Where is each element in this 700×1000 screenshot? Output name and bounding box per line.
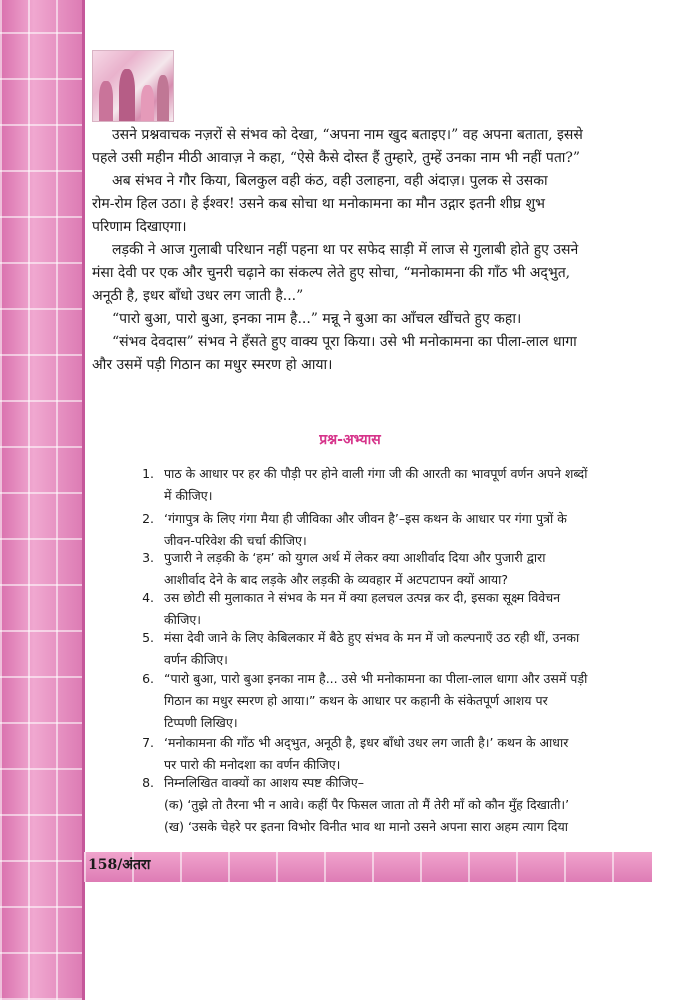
text-line: “संभव देवदास” संभव ने हँसते हुए वाक्य पूरा किया। उसे भी मनोकामना का पीला-लाल धागा <box>112 334 577 350</box>
footer-bar <box>84 852 652 882</box>
story-paragraph-4 <box>92 308 652 331</box>
story-paragraph-2 <box>92 170 652 239</box>
text-line: “पारो बुआ, पारो बुआ, इनका नाम है...” मन्नू ने बुआ का आँचल खींचते हुए कहा। <box>112 311 522 327</box>
text-line: अनूठी है, इधर बाँधो उधर लग जाती है...” <box>92 288 304 304</box>
text-line: कीजिए। <box>164 612 202 627</box>
text-line: पर पारो की मनोदशा का वर्णन कीजिए। <box>164 757 341 772</box>
text-line: में कीजिए। <box>164 488 213 503</box>
text-line: (ख) ‘उसके चेहरे पर इतना विभोर विनीत भाव था मानो उसने अपना सारा अहम त्याग दिया <box>164 819 568 834</box>
text-line: उसने प्रश्नवाचक नज़रों से संभव को देखा, “अपना नाम खुद बताइए।” वह अपना बताता, इससे <box>112 127 583 143</box>
text-line: वर्णन कीजिए। <box>164 652 228 667</box>
question-text <box>164 772 654 838</box>
text-line: जीवन-परिवेश की चर्चा कीजिए। <box>164 533 307 548</box>
text-line: मंसा देवी जाने के लिए केबिलकार में बैठे हुए संभव के मन में जो कल्पनाएँ उठ रही थीं, उनका <box>164 630 580 645</box>
text-line: पुजारी ने लड़की के ‘हम’ को युगल अर्थ में लेकर क्या आशीर्वाद दिया और पुजारी द्वारा <box>164 550 546 565</box>
text-line: (क) ‘तुझे तो तैरना भी न आवे। कहीं पैर फिसल जाता तो मैं तेरी माँ को कौन मुँह दिखाती।’ <box>164 797 570 812</box>
story-paragraph-5 <box>92 331 652 377</box>
question-number: 5. <box>142 630 154 645</box>
text-line: “पारो बुआ, पारो बुआ इनका नाम है... उसे भी मनोकामना का पीला-लाल धागा और उसमें पड़ी <box>164 671 588 686</box>
question-text <box>164 463 654 507</box>
text-line: रोम-रोम हिल उठा। हे ईश्वर! उसने कब सोचा था मनोकामना का मौन उद्गार इतनी शीघ्र शुभ <box>92 196 546 212</box>
question-number: 2. <box>142 511 154 526</box>
text-line: निम्नलिखित वाक्यों का आशय स्पष्ट कीजिए– <box>164 775 364 790</box>
text-line: टिप्पणी लिखिए। <box>164 715 238 730</box>
text-line: उस छोटी सी मुलाकात ने संभव के मन में क्या हलचल उत्पन्न कर दी, इसका सूक्ष्म विवेचन <box>164 590 561 605</box>
story-paragraph-1 <box>92 124 652 170</box>
photo-figure <box>99 81 113 121</box>
page-number: 158/अंतरा <box>88 857 151 873</box>
question-number: 3. <box>142 550 154 565</box>
text-line: अब संभव ने गौर किया, बिलकुल वही कंठ, वही उलाहना, वही अंदाज़। पुलक से उसका <box>112 173 548 189</box>
question-number: 7. <box>142 735 154 750</box>
text-line: पहले उसी महीन मीठी आवाज़ ने कहा, “ऐसे कैसे दोस्त हैं तुम्हारे, तुम्हें उनका नाम भी नहीं पता?” <box>92 150 581 166</box>
text-line: और उसमें पड़ी गिठान का मधुर स्मरण हो आया। <box>92 357 333 373</box>
question-text <box>164 668 654 734</box>
text-line: पाठ के आधार पर हर की पौड़ी पर होने वाली गंगा जी की आरती का भावपूर्ण वर्णन अपने शब्दों <box>164 466 588 481</box>
border-edge-line <box>82 0 85 1000</box>
text-line: मंसा देवी पर एक और चुनरी चढ़ाने का संकल्प लेते हुए सोचा, “मनोकामना की गाँठ भी अद्‌भुत, <box>92 265 571 281</box>
section-title: प्रश्न-अभ्यास <box>319 432 381 448</box>
question-text <box>164 732 654 776</box>
text-line: आशीर्वाद देने के बाद लड़के और लड़की के व्यवहार में अटपटापन क्यों आया? <box>164 572 509 587</box>
question-number: 8. <box>142 775 154 790</box>
illustration-thumbnail <box>92 50 174 122</box>
photo-figure <box>119 69 135 121</box>
photo-figure <box>157 75 169 121</box>
text-line: परिणाम दिखाएगा। <box>92 219 187 235</box>
question-number: 4. <box>142 590 154 605</box>
question-number: 1. <box>142 466 154 481</box>
text-line: लड़की ने आज गुलाबी परिधान नहीं पहना था पर सफेद साड़ी में लाज से गुलाबी होते हुए उसने <box>112 242 579 258</box>
text-line: ‘मनोकामना की गाँठ भी अद्‌भुत, अनूठी है, इधर बाँधो उधर लग जाती है।’ कथन के आधार <box>164 735 569 750</box>
text-line: ‘गंगापुत्र के लिए गंगा मैया ही जीविका और जीवन है’–इस कथन के आधार पर गंगा पुत्रों के <box>164 511 567 526</box>
question-text <box>164 627 654 671</box>
question-text <box>164 508 654 552</box>
left-decorative-border <box>0 0 84 1000</box>
photo-figure <box>141 85 154 121</box>
question-text <box>164 587 654 631</box>
question-number: 6. <box>142 671 154 686</box>
story-paragraph-3 <box>92 239 652 308</box>
question-text <box>164 547 654 591</box>
text-line: गिठान का मधुर स्मरण हो आया।” कथन के आधार पर कहानी के संकेतपूर्ण आशय पर <box>164 693 548 708</box>
